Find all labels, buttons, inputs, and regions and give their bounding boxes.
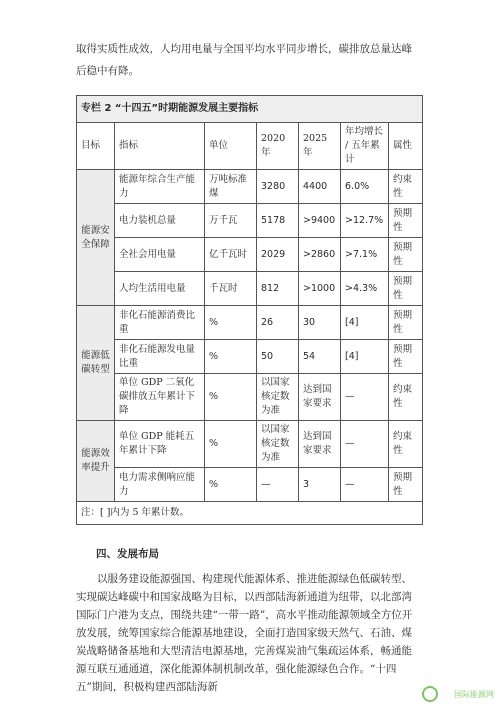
cell-2025: >9400 (299, 204, 341, 238)
table-row (77, 306, 423, 340)
watermark-logo-icon (422, 686, 438, 702)
cell-unit: % (205, 340, 257, 374)
intro-paragraph (76, 38, 422, 82)
cell-2020: — (257, 468, 299, 502)
table-row (77, 421, 423, 468)
cell-2020: 以国家核定数为准 (257, 421, 299, 468)
cell-attr: 预期性 (389, 306, 423, 340)
intro-text: 取得实质性成效，人均用电量与全国平均水平同步增长，碳排放总量达峰后稳中有降。 (76, 43, 412, 77)
cell-2025: 达到国家要求 (299, 374, 341, 421)
watermark-text: 国际能源网 (454, 690, 494, 699)
header-2020: 2020 年 (257, 123, 299, 170)
cell-unit: 千瓦时 (205, 272, 257, 306)
cell-2025: 54 (299, 340, 341, 374)
cell-2025: 达到国家要求 (299, 421, 341, 468)
group-label-efficiency: 能源效率提升 (77, 421, 115, 502)
cell-growth: >12.7% (341, 204, 389, 238)
table-row (77, 374, 423, 421)
cell-indicator: 全社会用电量 (115, 238, 205, 272)
cell-indicator: 非化石能源发电量比重 (115, 340, 205, 374)
cell-unit: % (205, 374, 257, 421)
cell-attr: 约束性 (389, 170, 423, 204)
cell-2020: 812 (257, 272, 299, 306)
cell-attr: 约束性 (389, 421, 423, 468)
table-row (77, 340, 423, 374)
section-title: 四、发展布局 (96, 548, 159, 560)
indicator-table (76, 95, 423, 525)
body-paragraph (76, 570, 422, 696)
header-indicator: 指标 (115, 123, 205, 170)
cell-indicator: 电力装机总量 (115, 204, 205, 238)
cell-indicator: 单位 GDP 能耗五年累计下降 (115, 421, 205, 468)
table-row (77, 468, 423, 502)
cell-indicator: 单位 GDP 二氧化碳排放五年累计下降 (115, 374, 205, 421)
cell-growth: — (341, 468, 389, 502)
body-text: 以服务建设能源强国、构建现代能源体系、推进能源绿色低碳转型、实现碳达峰碳中和国家战略为目标，以西部陆海新通道为纽带，以北部湾国际门户港为支点，围绕共建“一带一路”，高水平推动能源领域全方位开放发展，统筹国家综合能源基地建设，全面打造国家级天然气、石油、煤炭战略储备基地和大型清洁电源基地，完善煤炭油气集疏运体系，畅通能源互联互通通道，深化能源体制机制改革，强化能源绿色合作。“十四五”期间，积极构建西部陆海新 (76, 573, 413, 693)
cell-indicator: 人均生活用电量 (115, 272, 205, 306)
table-header-row (77, 123, 423, 170)
cell-unit: 万吨标准煤 (205, 170, 257, 204)
cell-attr: 预期性 (389, 272, 423, 306)
cell-2025: 30 (299, 306, 341, 340)
cell-growth: >4.3% (341, 272, 389, 306)
table-row (77, 238, 423, 272)
cell-growth: [4] (341, 340, 389, 374)
table-caption-row (77, 96, 423, 123)
cell-2025: 4400 (299, 170, 341, 204)
cell-growth: — (341, 374, 389, 421)
cell-indicator: 非化石能源消费比重 (115, 306, 205, 340)
header-target: 目标 (77, 123, 115, 170)
header-2025: 2025 年 (299, 123, 341, 170)
cell-2025: >2860 (299, 238, 341, 272)
header-unit: 单位 (205, 123, 257, 170)
cell-2020: 以国家核定数为准 (257, 374, 299, 421)
cell-growth: [4] (341, 306, 389, 340)
cell-attr: 预期性 (389, 238, 423, 272)
cell-2020: 5178 (257, 204, 299, 238)
cell-2020: 3280 (257, 170, 299, 204)
cell-growth: — (341, 421, 389, 468)
cell-attr: 预期性 (389, 468, 423, 502)
cell-2020: 2029 (257, 238, 299, 272)
table-row (77, 272, 423, 306)
cell-unit: 万千瓦 (205, 204, 257, 238)
cell-2025: 3 (299, 468, 341, 502)
cell-unit: % (205, 306, 257, 340)
cell-growth: >7.1% (341, 238, 389, 272)
cell-attr: 预期性 (389, 204, 423, 238)
cell-attr: 预期性 (389, 340, 423, 374)
table-note-row (77, 502, 423, 525)
cell-unit: % (205, 468, 257, 502)
header-growth: 年均增长 / 五年累计 (341, 123, 389, 170)
cell-unit: 亿千瓦时 (205, 238, 257, 272)
header-attr: 属性 (389, 123, 423, 170)
table-row (77, 204, 423, 238)
cell-indicator: 能源年综合生产能力 (115, 170, 205, 204)
cell-2020: 50 (257, 340, 299, 374)
cell-2020: 26 (257, 306, 299, 340)
group-label-lowcarbon: 能源低碳转型 (77, 306, 115, 421)
cell-indicator: 电力需求侧响应能力 (115, 468, 205, 502)
cell-attr: 约束性 (389, 374, 423, 421)
table-note: 注：[ ]内为 5 年累计数。 (77, 502, 423, 525)
cell-growth: 6.0% (341, 170, 389, 204)
cell-unit: % (205, 421, 257, 468)
table-caption: 专栏 2 “十四五”时期能源发展主要指标 (77, 96, 423, 123)
group-label-security: 能源安全保障 (77, 170, 115, 306)
cell-2025: >1000 (299, 272, 341, 306)
table-row (77, 170, 423, 204)
